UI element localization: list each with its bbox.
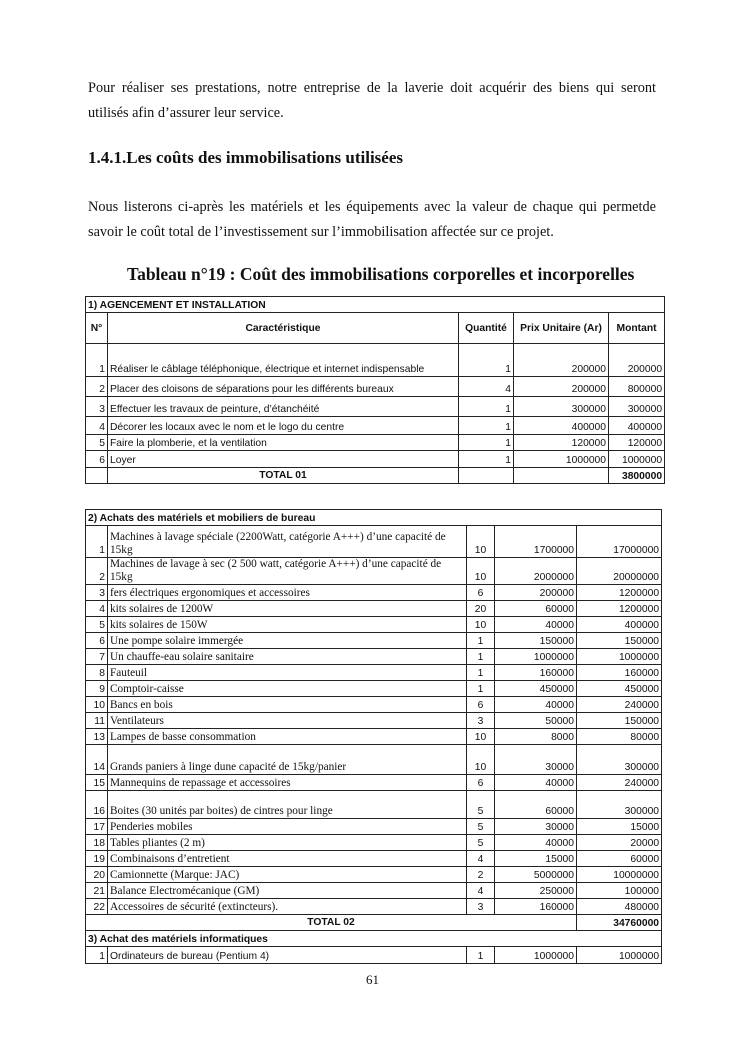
row-quantity: 10 <box>467 729 495 745</box>
row-unit-price: 400000 <box>514 417 609 435</box>
row-description: Une pompe solaire immergée <box>108 633 467 649</box>
row-number: 5 <box>86 617 108 633</box>
table-row <box>86 851 662 867</box>
row-description: Camionnette (Marque: JAC) <box>108 867 467 883</box>
row-number: 22 <box>86 899 108 915</box>
row-number: 20 <box>86 867 108 883</box>
row-number: 5 <box>86 435 108 451</box>
header-description: Caractéristique <box>108 313 459 344</box>
row-description: Mannequins de repassage et accessoires <box>108 775 467 791</box>
table-row <box>86 435 665 451</box>
empty-cell <box>459 468 514 484</box>
row-number: 17 <box>86 819 108 835</box>
row-number: 21 <box>86 883 108 899</box>
row-amount: 10000000 <box>577 867 662 883</box>
row-amount: 100000 <box>577 883 662 899</box>
row-amount: 80000 <box>577 729 662 745</box>
table-row <box>86 867 662 883</box>
table-row <box>86 649 662 665</box>
table-row <box>86 729 662 745</box>
row-number: 8 <box>86 665 108 681</box>
row-description: Placer des cloisons de séparations pour les différents bureaux <box>108 377 459 397</box>
empty-cell <box>86 468 108 484</box>
section-row <box>86 510 662 526</box>
row-quantity: 1 <box>459 397 514 417</box>
row-number: 2 <box>86 558 108 585</box>
row-number: 11 <box>86 713 108 729</box>
header-n: N° <box>86 313 108 344</box>
row-amount: 1000000 <box>577 947 662 964</box>
row-quantity: 1 <box>467 665 495 681</box>
row-amount: 60000 <box>577 851 662 867</box>
table-row <box>86 947 662 964</box>
row-number: 1 <box>86 344 108 377</box>
row-description: Bancs en bois <box>108 697 467 713</box>
row-unit-price: 1000000 <box>495 649 577 665</box>
row-number: 2 <box>86 377 108 397</box>
row-number: 9 <box>86 681 108 697</box>
table-row <box>86 558 662 585</box>
table-row <box>86 585 662 601</box>
row-unit-price: 60000 <box>495 601 577 617</box>
row-quantity: 6 <box>467 697 495 713</box>
row-description: Balance Electromécanique (GM) <box>108 883 467 899</box>
table-row <box>86 835 662 851</box>
row-amount: 300000 <box>577 791 662 819</box>
header-amount: Montant <box>609 313 665 344</box>
row-description: kits solaires de 1200W <box>108 601 467 617</box>
row-unit-price: 150000 <box>495 633 577 649</box>
row-unit-price: 1000000 <box>495 947 577 964</box>
row-number: 19 <box>86 851 108 867</box>
row-unit-price: 1700000 <box>495 526 577 558</box>
row-description: kits solaires de 150W <box>108 617 467 633</box>
row-quantity: 3 <box>467 899 495 915</box>
row-quantity: 1 <box>459 344 514 377</box>
row-description: Penderies mobiles <box>108 819 467 835</box>
table-row <box>86 745 662 775</box>
row-amount: 450000 <box>577 681 662 697</box>
table-row <box>86 883 662 899</box>
row-quantity: 1 <box>459 435 514 451</box>
section-title: 3) Achat des matériels informatiques <box>86 931 662 947</box>
row-number: 3 <box>86 397 108 417</box>
row-unit-price: 40000 <box>495 617 577 633</box>
row-amount: 480000 <box>577 899 662 915</box>
row-unit-price: 8000 <box>495 729 577 745</box>
row-quantity: 1 <box>467 681 495 697</box>
row-amount: 800000 <box>609 377 665 397</box>
row-quantity: 20 <box>467 601 495 617</box>
row-number: 1 <box>86 526 108 558</box>
table-row <box>86 451 665 468</box>
row-unit-price: 250000 <box>495 883 577 899</box>
page-number: 61 <box>366 972 379 987</box>
row-unit-price: 200000 <box>514 344 609 377</box>
header-unit-price: Prix Unitaire (Ar) <box>514 313 609 344</box>
row-quantity: 6 <box>467 585 495 601</box>
row-unit-price: 50000 <box>495 713 577 729</box>
row-quantity: 4 <box>459 377 514 397</box>
table-row <box>86 397 665 417</box>
table-row <box>86 417 665 435</box>
description-line-1: Nous listerons ci-après les matériels et les équipements avec la valeur de chaque qui permetde <box>88 199 656 215</box>
row-unit-price: 160000 <box>495 665 577 681</box>
row-amount: 1000000 <box>609 451 665 468</box>
row-quantity: 4 <box>467 883 495 899</box>
row-quantity: 3 <box>467 713 495 729</box>
row-description: Machines de lavage à sec (2 500 watt, catégorie A+++) d’une capacité de 15kg <box>108 558 467 585</box>
table-row <box>86 713 662 729</box>
row-amount: 400000 <box>577 617 662 633</box>
row-unit-price: 30000 <box>495 819 577 835</box>
row-description: Accessoires de sécurité (extincteurs). <box>108 899 467 915</box>
row-quantity: 5 <box>467 835 495 851</box>
intro-paragraph <box>88 76 656 126</box>
row-unit-price: 60000 <box>495 791 577 819</box>
row-amount: 20000 <box>577 835 662 851</box>
section-row <box>86 931 662 947</box>
row-number: 18 <box>86 835 108 851</box>
row-amount: 15000 <box>577 819 662 835</box>
fixed-assets-table-1 <box>85 296 665 484</box>
table-row <box>86 617 662 633</box>
empty-cell <box>514 468 609 484</box>
total-amount: 34760000 <box>577 915 662 931</box>
row-amount: 150000 <box>577 633 662 649</box>
row-description: Loyer <box>108 451 459 468</box>
row-amount: 200000 <box>609 344 665 377</box>
total-row <box>86 915 662 931</box>
row-number: 15 <box>86 775 108 791</box>
table-row <box>86 633 662 649</box>
row-number: 4 <box>86 601 108 617</box>
row-number: 6 <box>86 633 108 649</box>
row-description: Ventilateurs <box>108 713 467 729</box>
row-unit-price: 120000 <box>514 435 609 451</box>
row-quantity: 10 <box>467 745 495 775</box>
intro-line-1: Pour réaliser ses prestations, notre entreprise de la laverie doit acquérir des biens qui seront <box>88 80 656 96</box>
row-unit-price: 40000 <box>495 835 577 851</box>
total-label: TOTAL 01 <box>108 468 459 484</box>
table-row <box>86 526 662 558</box>
row-quantity: 2 <box>467 867 495 883</box>
total-amount: 3800000 <box>609 468 665 484</box>
row-number: 13 <box>86 729 108 745</box>
row-quantity: 5 <box>467 791 495 819</box>
row-unit-price: 5000000 <box>495 867 577 883</box>
section-title: 1) AGENCEMENT ET INSTALLATION <box>86 297 665 313</box>
row-description: Décorer les locaux avec le nom et le logo du centre <box>108 417 459 435</box>
row-quantity: 1 <box>467 649 495 665</box>
row-number: 6 <box>86 451 108 468</box>
row-description: Un chauffe-eau solaire sanitaire <box>108 649 467 665</box>
table-title: Tableau n°19 : Coût des immobilisations corporelles et incorporelles <box>127 264 635 284</box>
row-description: Lampes de basse consommation <box>108 729 467 745</box>
row-number: 14 <box>86 745 108 775</box>
row-quantity: 10 <box>467 617 495 633</box>
table-row <box>86 681 662 697</box>
row-amount: 240000 <box>577 775 662 791</box>
total-label: TOTAL 02 <box>86 915 577 931</box>
row-number: 16 <box>86 791 108 819</box>
row-quantity: 4 <box>467 851 495 867</box>
table-row <box>86 377 665 397</box>
row-amount: 20000000 <box>577 558 662 585</box>
intro-line-2: utilisés afin d’assurer leur service. <box>88 105 284 121</box>
row-amount: 1000000 <box>577 649 662 665</box>
row-quantity: 5 <box>467 819 495 835</box>
row-number: 3 <box>86 585 108 601</box>
row-quantity: 1 <box>459 451 514 468</box>
row-amount: 160000 <box>577 665 662 681</box>
row-description: Réaliser le câblage téléphonique, électrique et internet indispensable <box>108 344 459 377</box>
row-description: Faire la plomberie, et la ventilation <box>108 435 459 451</box>
row-amount: 17000000 <box>577 526 662 558</box>
row-unit-price: 1000000 <box>514 451 609 468</box>
row-description: Fauteuil <box>108 665 467 681</box>
row-quantity: 10 <box>467 558 495 585</box>
row-number: 1 <box>86 947 108 964</box>
row-description: Machines à lavage spéciale (2200Watt, catégorie A+++) d’une capacité de 15kg <box>108 526 467 558</box>
header-quantity: Quantité <box>459 313 514 344</box>
row-description: Grands paniers à linge dune capacité de 15kg/panier <box>108 745 467 775</box>
row-unit-price: 200000 <box>514 377 609 397</box>
row-amount: 400000 <box>609 417 665 435</box>
row-description: Tables pliantes (2 m) <box>108 835 467 851</box>
row-unit-price: 40000 <box>495 697 577 713</box>
row-quantity: 1 <box>467 633 495 649</box>
description-paragraph <box>88 195 656 245</box>
row-description: Effectuer les travaux de peinture, d’étanchéité <box>108 397 459 417</box>
table-row <box>86 791 662 819</box>
row-number: 7 <box>86 649 108 665</box>
row-amount: 1200000 <box>577 601 662 617</box>
row-unit-price: 30000 <box>495 745 577 775</box>
row-unit-price: 200000 <box>495 585 577 601</box>
row-number: 4 <box>86 417 108 435</box>
table-row <box>86 899 662 915</box>
row-unit-price: 15000 <box>495 851 577 867</box>
section-row <box>86 297 665 313</box>
table-row <box>86 775 662 791</box>
row-quantity: 6 <box>467 775 495 791</box>
row-unit-price: 450000 <box>495 681 577 697</box>
row-amount: 1200000 <box>577 585 662 601</box>
section-title: 2) Achats des matériels et mobiliers de bureau <box>86 510 662 526</box>
row-description: Comptoir-caisse <box>108 681 467 697</box>
row-amount: 240000 <box>577 697 662 713</box>
row-quantity: 1 <box>467 947 495 964</box>
table-row <box>86 697 662 713</box>
row-unit-price: 300000 <box>514 397 609 417</box>
row-number: 10 <box>86 697 108 713</box>
row-quantity: 10 <box>467 526 495 558</box>
description-line-2: savoir le coût total de l’investissement sur l’immobilisation affectée sur ce projet. <box>88 224 554 240</box>
section-heading: 1.4.1.Les coûts des immobilisations utilisées <box>88 148 403 167</box>
table-row <box>86 665 662 681</box>
row-description: fers électriques ergonomiques et accessoires <box>108 585 467 601</box>
row-amount: 150000 <box>577 713 662 729</box>
row-description: Ordinateurs de bureau (Pentium 4) <box>108 947 467 964</box>
total-row <box>86 468 665 484</box>
row-description: Combinaisons d’entretient <box>108 851 467 867</box>
row-amount: 300000 <box>609 397 665 417</box>
row-amount: 120000 <box>609 435 665 451</box>
table-row <box>86 601 662 617</box>
row-unit-price: 2000000 <box>495 558 577 585</box>
table-row <box>86 819 662 835</box>
row-unit-price: 160000 <box>495 899 577 915</box>
row-description: Boites (30 unités par boites) de cintres pour linge <box>108 791 467 819</box>
row-unit-price: 40000 <box>495 775 577 791</box>
header-row <box>86 313 665 344</box>
table-row <box>86 344 665 377</box>
row-quantity: 1 <box>459 417 514 435</box>
fixed-assets-table-2 <box>85 509 662 964</box>
row-amount: 300000 <box>577 745 662 775</box>
